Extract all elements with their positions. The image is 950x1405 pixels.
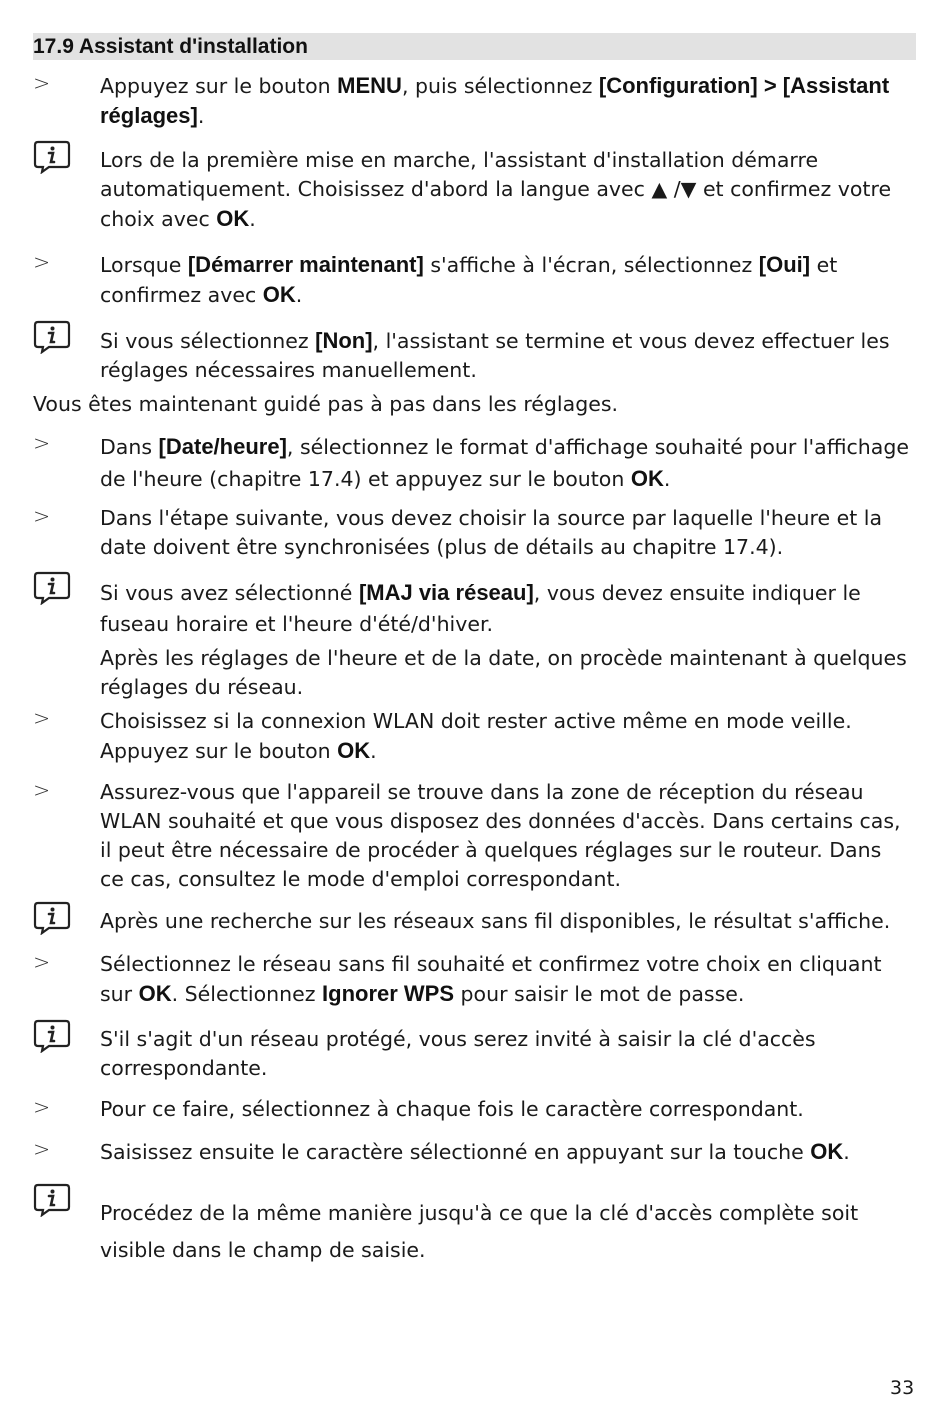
step-text: Assurez-vous que l'appareil se trouve dans la zone de réception du réseau WLAN souhaité et que vous disposez des données d'accès. Dans certains cas, il peut être nécessaire de procéder à quelques réglages sur le routeur. Dans ce cas, consultez le mode d'emploi correspondant.	[100, 780, 901, 891]
info-icon	[33, 901, 71, 935]
info-icon	[33, 571, 71, 605]
info-text: Si vous sélectionnez [Non], l'assistant se termine et vous devez effectuer les réglages nécessaires manuellement.	[100, 328, 890, 382]
step-marker: >	[33, 706, 51, 730]
info-text: Lors de la première mise en marche, l'assistant d'installation démarre automatiquement. Choisissez d'abord la langue avec ▲ /▼ et confirmez votre choix avec OK.	[100, 148, 892, 231]
step-marker: >	[33, 1137, 51, 1161]
step-text: Choisissez si la connexion WLAN doit rester active même en mode veille. Appuyez sur le bouton OK.	[100, 709, 852, 763]
info-text: Après une recherche sur les réseaux sans fil disponibles, le résultat s'affiche.	[100, 909, 891, 933]
step-marker: >	[33, 504, 51, 528]
step-marker: >	[33, 431, 51, 455]
paragraph-text: Vous êtes maintenant guidé pas à pas dans les réglages.	[33, 392, 619, 416]
step-text: Saisissez ensuite le caractère sélectionné en appuyant sur la touche OK.	[100, 1139, 850, 1164]
section-title: 17.9 Assistant d'installation	[33, 35, 308, 58]
step-text: Dans l'étape suivante, vous devez choisir la source par laquelle l'heure et la date doivent être synchronisées (plus de détails au chapitre 17.4).	[100, 506, 883, 559]
step-marker: >	[33, 950, 51, 974]
step-text: Pour ce faire, sélectionnez à chaque fois le caractère correspondant.	[100, 1097, 804, 1121]
step-marker: >	[33, 1095, 51, 1119]
step-text: Appuyez sur le bouton MENU, puis sélectionnez [Configuration] > [Assistant réglages].	[100, 73, 890, 128]
info-text: Si vous avez sélectionné [MAJ via réseau], vous devez ensuite indiquer le fuseau horaire et l'heure d'été/d'hiver.	[100, 580, 861, 636]
step-marker: >	[33, 71, 51, 95]
step-marker: >	[33, 778, 51, 802]
info-icon	[33, 1183, 71, 1217]
step-text: Dans [Date/heure], sélectionnez le format d'affichage souhaité pour l'affichage de l'heure (chapitre 17.4) et appuyez sur le bouton OK.	[100, 434, 909, 491]
info-icon	[33, 1019, 71, 1053]
info-icon	[33, 140, 71, 174]
page-number: 33	[890, 1377, 915, 1399]
step-text: Sélectionnez le réseau sans fil souhaité et confirmez votre choix en cliquant sur OK. Sélectionnez Ignorer WPS pour saisir le mot de passe.	[100, 952, 882, 1006]
paragraph-text: Après les réglages de l'heure et de la date, on procède maintenant à quelques réglages du réseau.	[100, 646, 907, 699]
step-text: Lorsque [Démarrer maintenant] s'affiche à l'écran, sélectionnez [Oui] et confirmez avec OK.	[100, 252, 838, 307]
info-icon	[33, 320, 71, 354]
info-text: S'il s'agit d'un réseau protégé, vous serez invité à saisir la clé d'accès correspondante.	[100, 1027, 816, 1080]
step-marker: >	[33, 250, 51, 274]
info-text: Procédez de la même manière jusqu'à ce que la clé d'accès complète soit visible dans le champ de saisie.	[100, 1201, 859, 1262]
